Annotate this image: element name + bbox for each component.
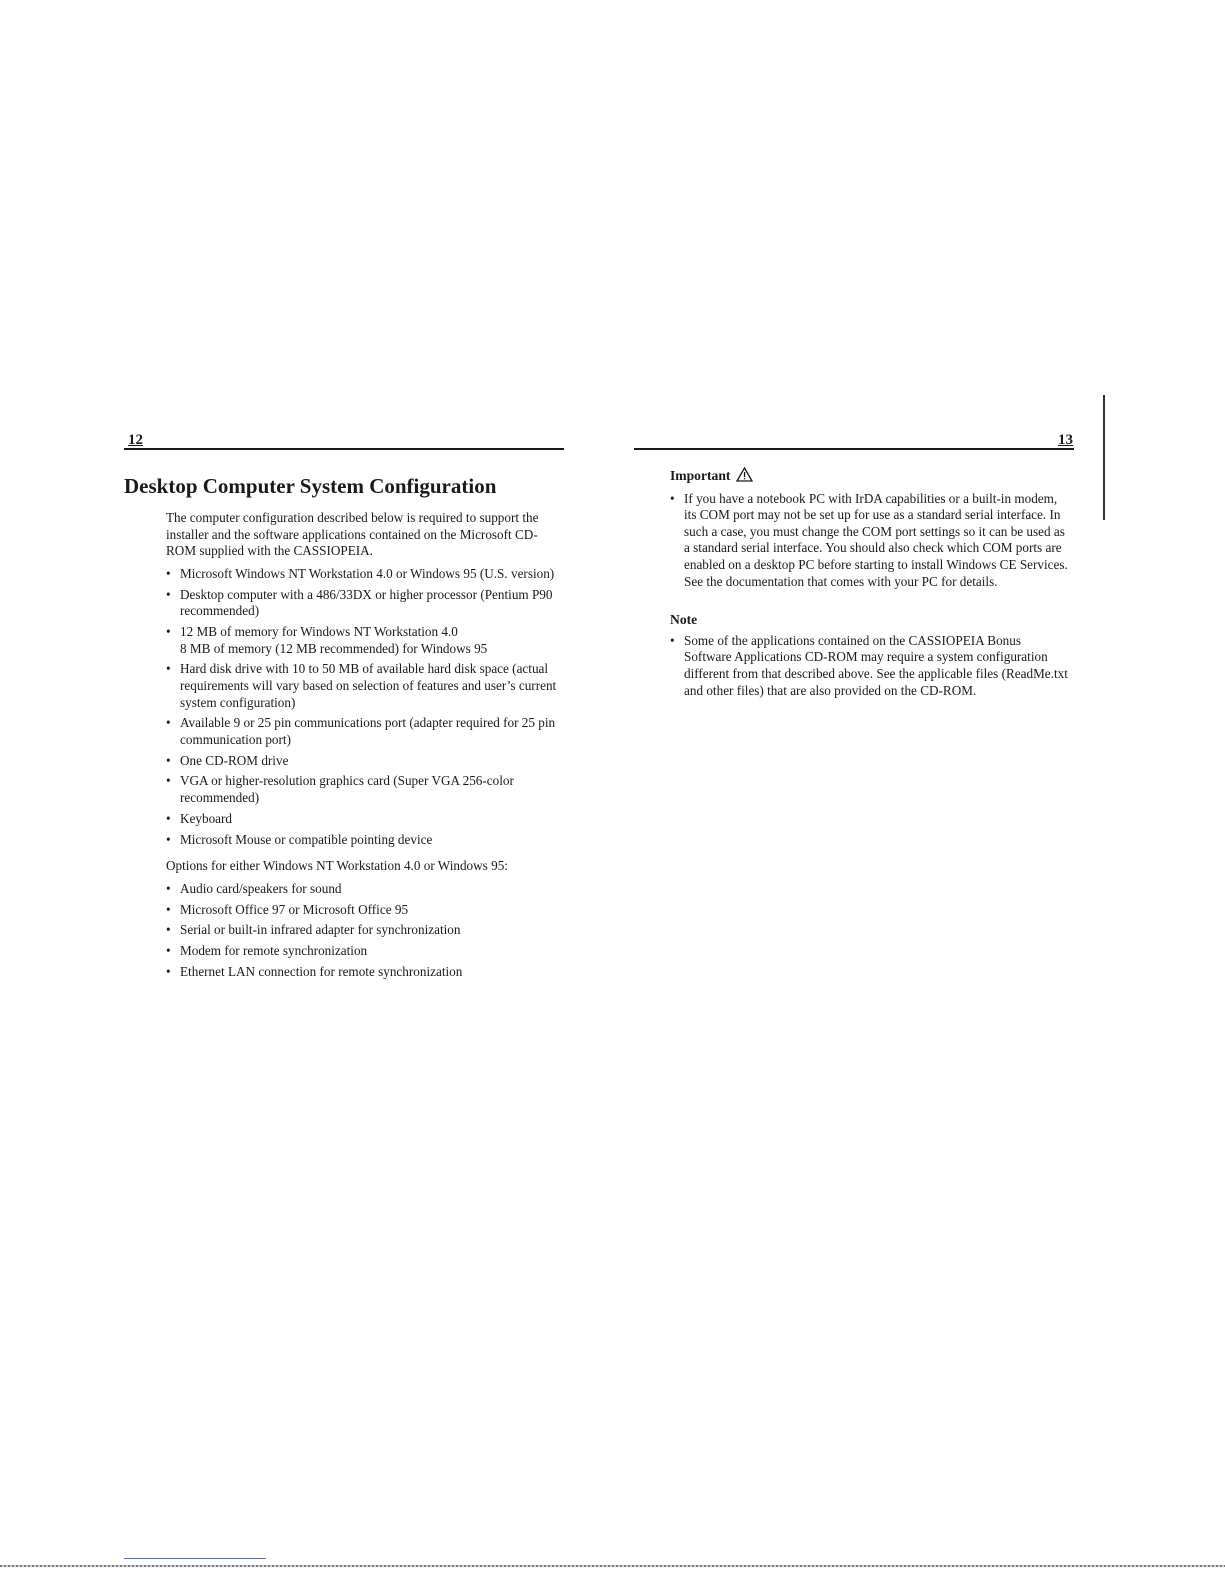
list-item: • Available 9 or 25 pin communications port (adapter required for 25 pin communication port) xyxy=(166,715,556,747)
left-body xyxy=(166,510,566,985)
bullet-icon: • xyxy=(166,901,171,917)
bullet-icon: • xyxy=(166,943,171,959)
list-item: • Some of the applications contained on the CASSIOPEIA Bonus Software Applications CD-ROM may require a system configuration different from that described above. See the applicable files (ReadMe.txt and other files) that are also provided on the CD-ROM. xyxy=(670,632,1068,698)
list-item: • 12 MB of memory for Windows NT Workstation 4.0 8 MB of memory (12 MB recommended) for Windows 95 xyxy=(166,623,488,656)
note-list xyxy=(670,633,1070,699)
list-item: • Serial or built-in infrared adapter for synchronization xyxy=(166,922,461,938)
bullet-icon: • xyxy=(166,963,171,979)
bullet-icon: • xyxy=(670,490,675,506)
binding-edge-mark xyxy=(1103,395,1105,520)
list-item: • Modem for remote synchronization xyxy=(166,943,368,959)
bullet-icon: • xyxy=(166,565,171,581)
intro-paragraph: The computer configuration described below is required to support the installer and the software applications contained on the Microsoft CD-ROM supplied with the CASSIOPEIA. xyxy=(166,510,539,559)
right-body xyxy=(670,467,1070,703)
important-list xyxy=(670,491,1070,591)
bullet-icon: • xyxy=(166,752,171,768)
section-title: Desktop Computer System Configuration xyxy=(124,474,497,498)
bullet-icon: • xyxy=(166,623,171,639)
list-item: • Microsoft Mouse or compatible pointing device xyxy=(166,831,433,847)
options-list xyxy=(166,881,566,981)
bullet-icon: • xyxy=(166,715,171,731)
list-item: • Microsoft Windows NT Workstation 4.0 or Windows 95 (U.S. version) xyxy=(166,565,555,581)
scan-bottom-edge xyxy=(0,1565,1225,1567)
header-rule-left xyxy=(124,448,564,450)
bullet-icon: • xyxy=(166,831,171,847)
list-item: • Desktop computer with a 486/33DX or higher processor (Pentium P90 recommended) xyxy=(166,586,553,619)
requirements-list xyxy=(166,566,566,848)
bullet-icon: • xyxy=(166,586,171,602)
list-item: • Keyboard xyxy=(166,810,232,826)
bullet-icon: • xyxy=(670,632,675,648)
list-item: • Microsoft Office 97 or Microsoft Office 95 xyxy=(166,901,409,917)
page-number-right: 13 xyxy=(1058,432,1073,448)
important-heading: Important xyxy=(670,467,1070,487)
list-item: • Hard disk drive with 10 to 50 MB of available hard disk space (actual requirements will vary based on selection of features and user’s current system configuration) xyxy=(166,661,557,710)
page-number-left: 12 xyxy=(128,432,143,448)
footer-underline xyxy=(124,1558,266,1559)
bullet-icon: • xyxy=(166,922,171,938)
bullet-icon: • xyxy=(166,880,171,896)
memory-line-2: 8 MB of memory (12 MB recommended) for Windows 95 xyxy=(180,640,488,656)
list-item: • If you have a notebook PC with IrDA capabilities or a built-in modem, its COM port may not be set up for use as a standard serial interface. In such a case, you must change the COM port settings so it can be used as a standard serial interface. You should also check which COM ports are enabled on a desktop PC before starting to install Windows CE Services. See the documentation that comes with your PC for details. xyxy=(670,490,1068,589)
warning-triangle-icon xyxy=(736,467,753,487)
list-item: • VGA or higher-resolution graphics card (Super VGA 256-color recommended) xyxy=(166,773,514,806)
bullet-icon: • xyxy=(166,810,171,826)
bullet-icon: • xyxy=(166,661,171,677)
options-intro: Options for either Windows NT Workstation 4.0 or Windows 95: xyxy=(166,858,508,874)
header-rule-right xyxy=(634,448,1074,450)
bullet-icon: • xyxy=(166,773,171,789)
note-heading: Note xyxy=(670,612,698,628)
list-item: • Ethernet LAN connection for remote synchronization xyxy=(166,963,463,979)
list-item: • One CD-ROM drive xyxy=(166,752,289,768)
list-item: • Audio card/speakers for sound xyxy=(166,880,342,896)
